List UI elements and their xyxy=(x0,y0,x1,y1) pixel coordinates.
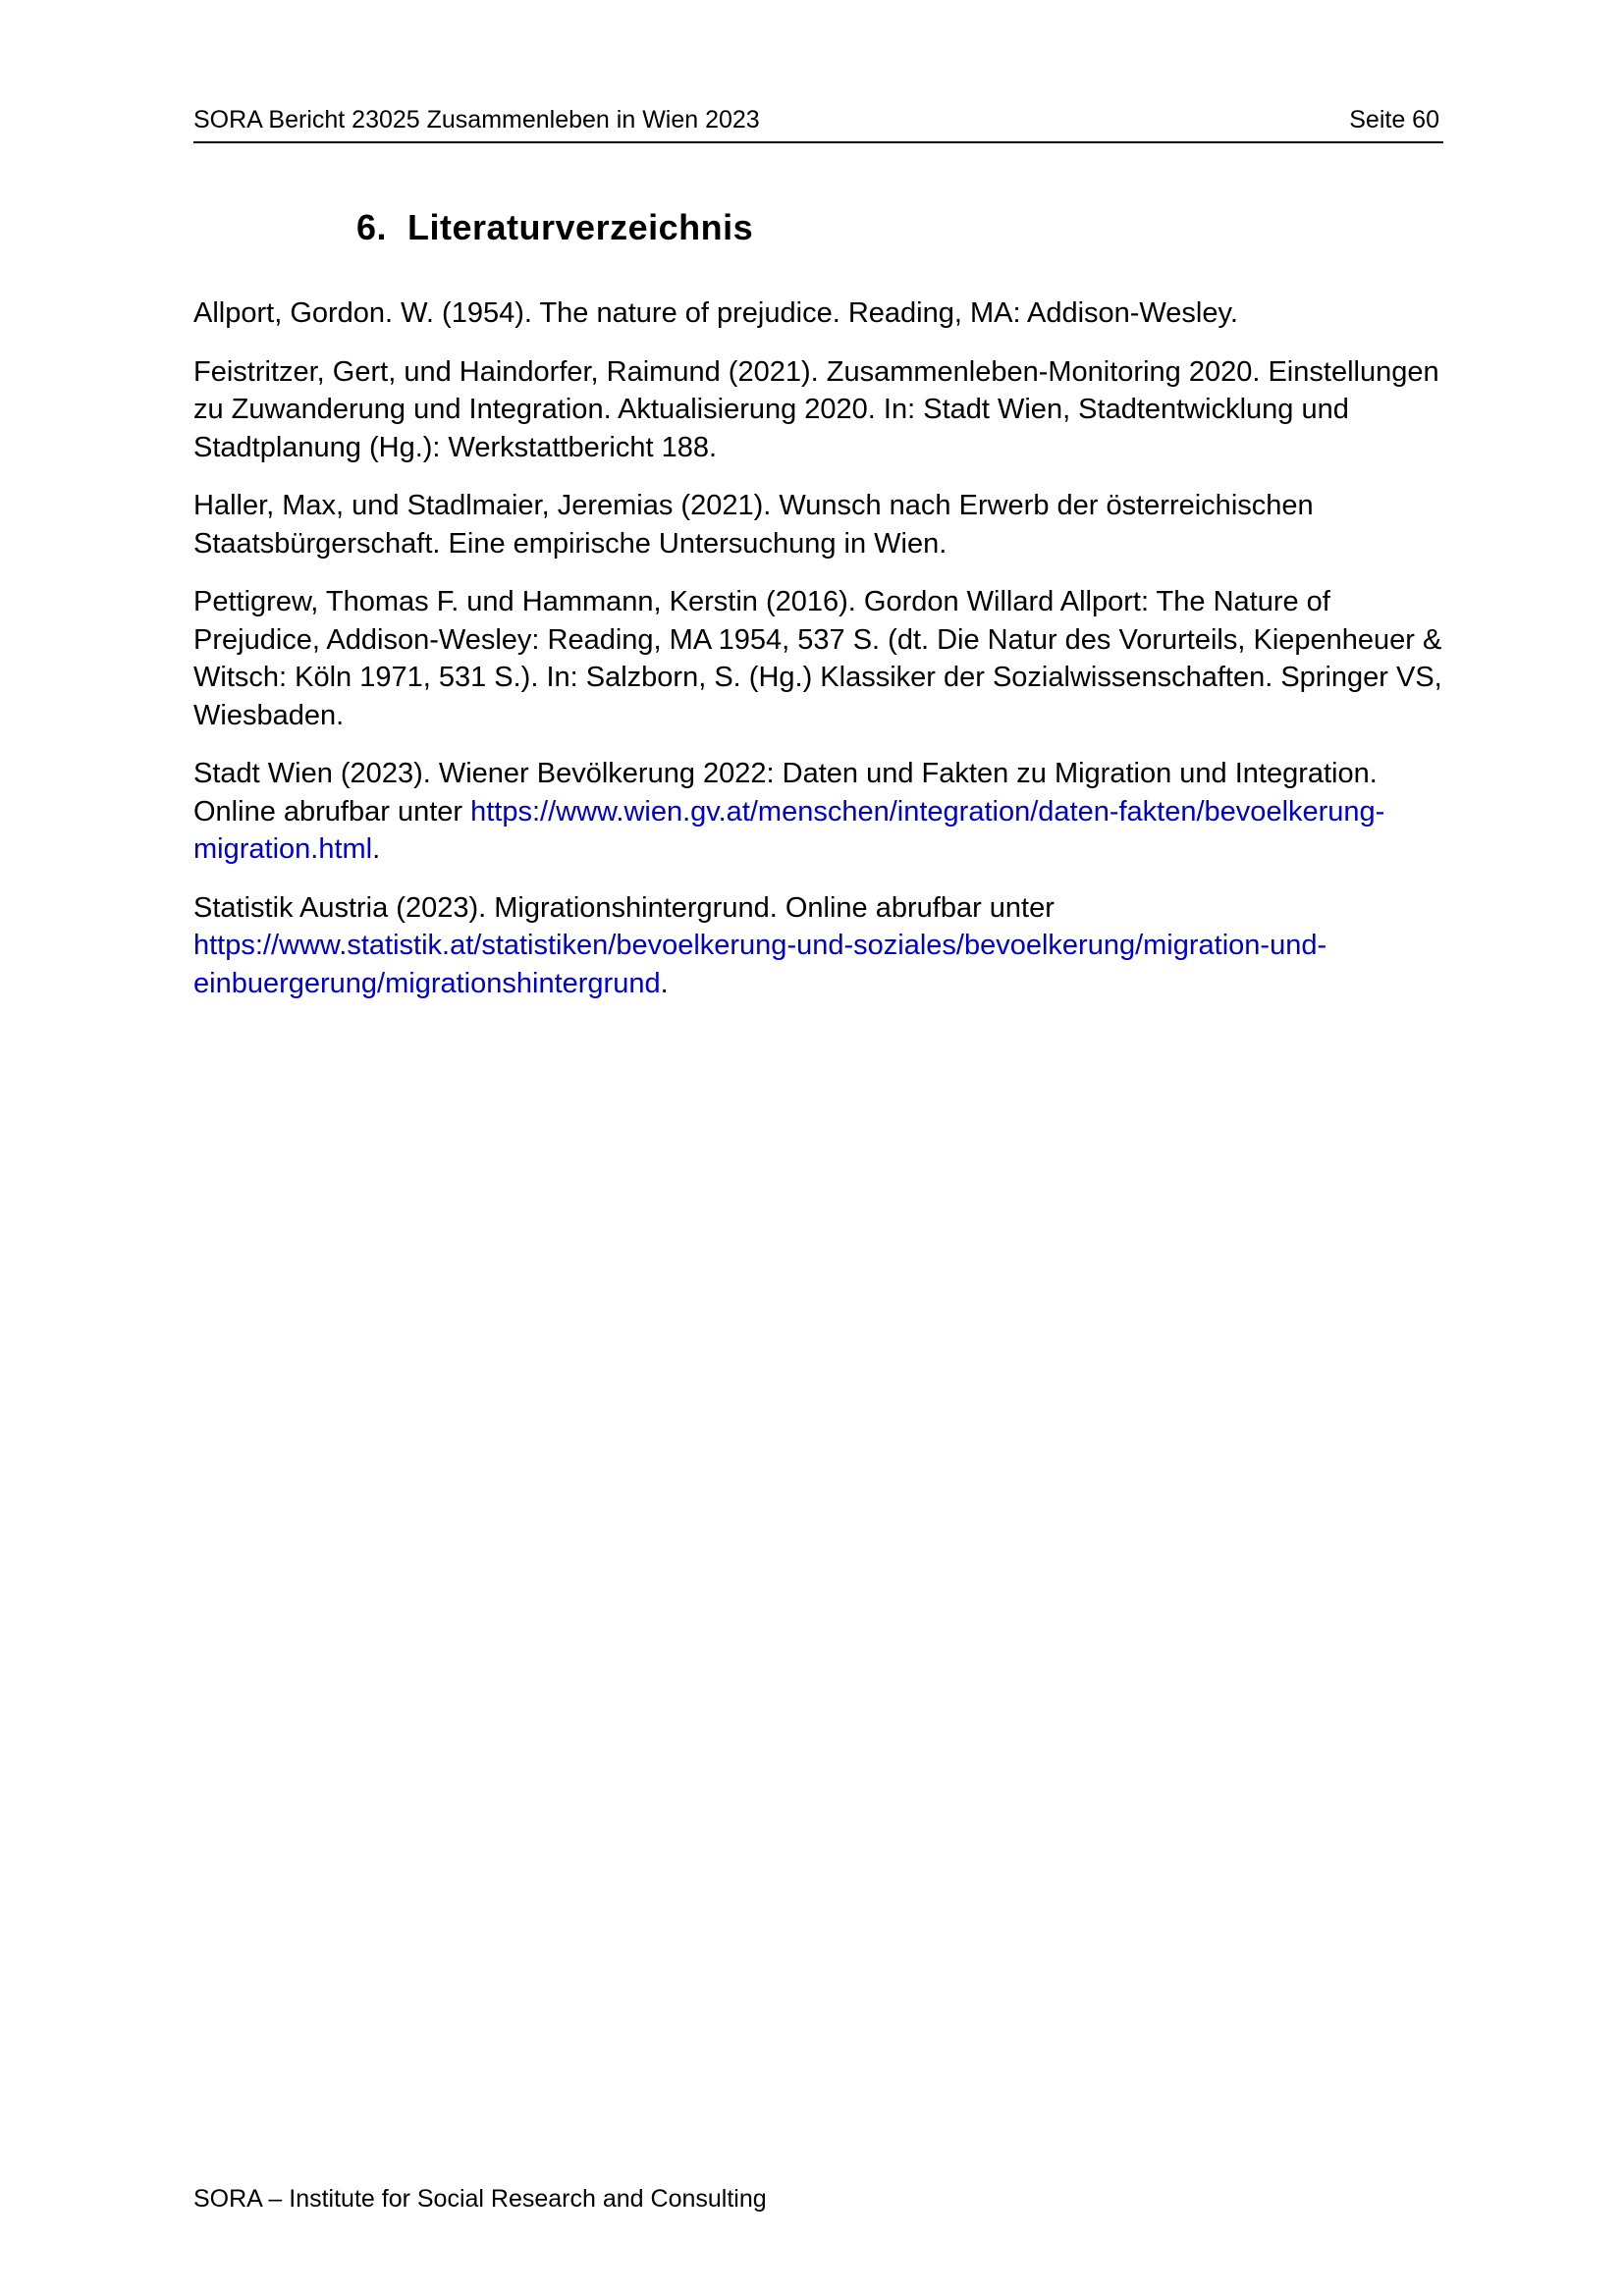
reference-item xyxy=(193,889,1445,1003)
reference-item xyxy=(193,353,1445,467)
reference-text: Pettigrew, Thomas F. und Hammann, Kerstin (2016). Gordon Willard Allport: The Nature of Prejudice, Addison-Wesley: Reading, MA 1954, 537 S. (dt. Die Natur des Vorurteils, Kiepenheuer & Witsch: Köln 1971, 531 S.). In: Salzborn, S. (Hg.) Klassiker der Sozialwissenschaften. Springer VS, Wiesbaden. xyxy=(193,586,1442,731)
header-report-title: SORA Bericht 23025 Zusammenleben in Wien 2023 xyxy=(193,106,760,133)
header-page-number: Seite 60 xyxy=(1349,106,1439,133)
reference-item xyxy=(193,583,1445,734)
reference-item xyxy=(193,755,1445,869)
reference-text: Allport, Gordon. W. (1954). The nature of prejudice. Reading, MA: Addison-Wesley. xyxy=(193,297,1238,329)
reference-text: Haller, Max, und Stadlmaier, Jeremias (2021). Wunsch nach Erwerb der österreichischen Staatsbürgerschaft. Eine empirische Untersuchung in Wien. xyxy=(193,490,1314,560)
reference-list xyxy=(193,294,1445,1023)
page-footer: SORA – Institute for Social Research and Consulting xyxy=(193,2185,767,2213)
page-header xyxy=(193,102,1443,143)
section-title xyxy=(356,202,753,253)
reference-item xyxy=(193,294,1445,333)
reference-text: Statistik Austria (2023). Migrationshintergrund. Online abrufbar unter xyxy=(193,891,1055,924)
reference-text: Feistritzer, Gert, und Haindorfer, Raimund (2021). Zusammenleben-Monitoring 2020. Einstellungen zu Zuwanderung und Integration. Aktualisierung 2020. In: Stadt Wien, Stadtentwicklung und Stadtplanung (Hg.): Werkstattbericht 188. xyxy=(193,355,1439,463)
reference-item xyxy=(193,487,1445,562)
section-number: 6. xyxy=(356,207,388,247)
reference-punctuation: . xyxy=(372,833,381,865)
section-title-text: Literaturverzeichnis xyxy=(407,207,754,247)
reference-punctuation: . xyxy=(660,967,669,999)
reference-link-wien[interactable]: https://www.wien.gv.at/menschen/integration/daten-fakten/bevoelkerung-migration.html xyxy=(193,795,1385,865)
reference-text: Stadt Wien (2023). Wiener Bevölkerung 2022: Daten und Fakten zu Migration und Integration. Online abrufbar unter xyxy=(193,758,1378,828)
reference-link-statistik-austria[interactable]: https://www.statistik.at/statistiken/bevoelkerung-und-soziales/bevoelkerung/migration-und-einbuergerung/migrationshintergrund xyxy=(193,930,1327,999)
